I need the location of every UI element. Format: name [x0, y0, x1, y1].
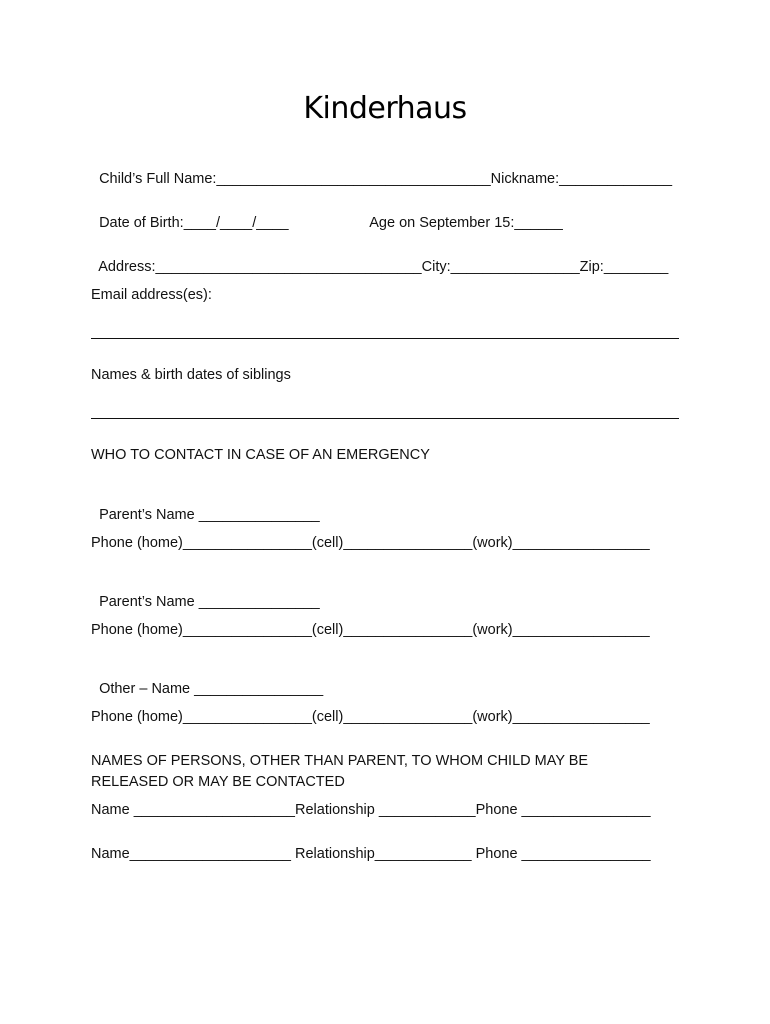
emergency-heading: WHO TO CONTACT IN CASE OF AN EMERGENCY [91, 447, 430, 463]
release-heading-line2: RELEASED OR MAY BE CONTACTED [91, 774, 345, 790]
other-phone-row[interactable]: Phone (home)________________(cell)________________(work)_________________ [91, 709, 650, 725]
parent1-phone-row[interactable]: Phone (home)________________(cell)________________(work)_________________ [91, 535, 650, 551]
city-field[interactable]: ________________ [450, 259, 580, 275]
other-name-field[interactable]: ________________ [194, 681, 324, 697]
release-row-2[interactable]: Name____________________ Relationship____________ Phone ________________ [91, 846, 651, 862]
other-name-label: Other – Name [99, 681, 195, 697]
page-title: Kinderhaus [303, 91, 467, 126]
siblings-field[interactable] [91, 418, 679, 419]
address-row [91, 243, 668, 275]
address-label: Address: [98, 259, 156, 275]
address-field[interactable]: _________________________________ [155, 259, 422, 275]
release-row-1[interactable]: Name ____________________Relationship ____________Phone ________________ [91, 802, 651, 818]
city-label: City: [421, 259, 451, 275]
siblings-label: Names & birth dates of siblings [91, 367, 291, 383]
dob-row [91, 199, 289, 231]
parent1-row [91, 491, 320, 523]
email-label: Email address(es): [91, 287, 212, 303]
age-label: Age on September 15: [369, 215, 515, 231]
age-row [362, 199, 563, 231]
parent1-name-label: Parent’s Name [99, 507, 199, 523]
zip-label: Zip: [579, 259, 604, 275]
dob-label: Date of Birth: [99, 215, 184, 231]
dob-field[interactable]: ____/____/____ [183, 215, 289, 231]
parent2-row [91, 578, 320, 610]
parent2-phone-row[interactable]: Phone (home)________________(cell)________________(work)_________________ [91, 622, 650, 638]
age-field[interactable]: ______ [514, 215, 563, 231]
parent2-name-label: Parent’s Name [99, 594, 199, 610]
nickname-label: Nickname: [490, 171, 560, 187]
child-full-name-label: Child’s Full Name: [99, 171, 217, 187]
parent2-name-field[interactable]: _______________ [198, 594, 320, 610]
nickname-field[interactable]: ______________ [559, 171, 673, 187]
email-field[interactable] [91, 338, 679, 339]
parent1-name-field[interactable]: _______________ [198, 507, 320, 523]
release-heading-line1: NAMES OF PERSONS, OTHER THAN PARENT, TO WHOM CHILD MAY BE [91, 753, 589, 769]
zip-field[interactable]: ________ [603, 259, 669, 275]
other-contact-row [91, 665, 323, 697]
child-name-row [91, 155, 672, 187]
child-full-name-field[interactable]: __________________________________ [216, 171, 491, 187]
